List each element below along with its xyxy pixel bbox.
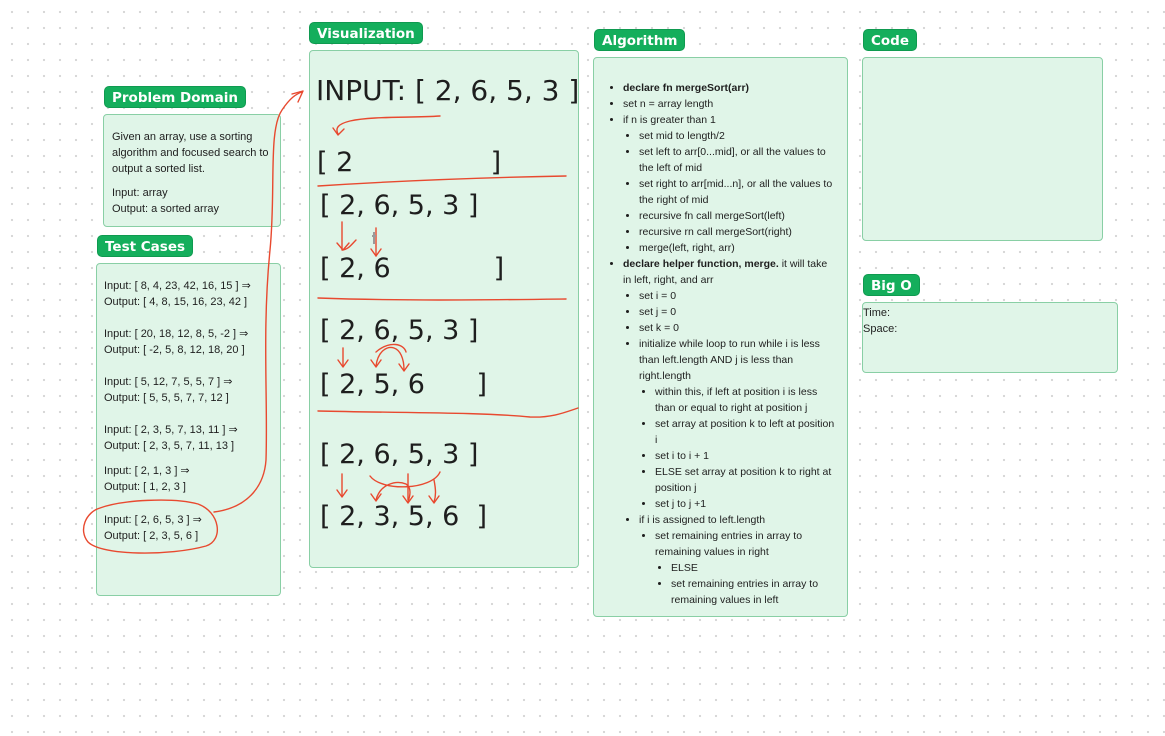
alg-if-n: • if n is greater than 1 • set mid to length/2 • set left to arr[0...mid], or all the values to the left of mid • set right to arr[mid...n], or all the values to the right of mid • recursive fn call mergeSort(left) • recursive rn call mergeSort(right) • merge(left, right, arr) xyxy=(623,112,838,256)
alg-set-mid: • set mid to length/2 xyxy=(639,128,838,144)
test-case-input: Input: [ 2, 1, 3 ] ⇒ xyxy=(104,465,190,477)
big-o-box[interactable] xyxy=(862,302,1118,373)
viz-step4-top: [ 2, 6, 5, 3 ] xyxy=(320,439,479,470)
test-case-input: Input: [ 8, 4, 23, 42, 16, 15 ] ⇒ xyxy=(104,280,251,292)
alg-set-left: • set left to arr[0...mid], or all the values to the left of mid xyxy=(639,144,838,176)
big-o-tag[interactable]: Big O xyxy=(863,274,920,296)
alg-within: • within this, if left at position i is less than or equal to right at position j xyxy=(655,384,838,416)
big-o-space: Space: xyxy=(863,323,898,335)
alg-helper: • declare helper function, merge. it will take in left, right, and arr • set i = 0 • set j = 0 • set k = 0 • initialize while loop to run while i is less than left.length AND j is less than right.length • within this, if left at position i is less than or equal to right at position j • set array at position k to left at position i • set i to i + 1 • ELSE set array at position k to right at position j • set j to j +1 • if i is assigned to left.length • set remaining entries in array to remaining values in right • ELSE • set remaining entries in array to remaining values in left xyxy=(623,256,838,608)
alg-rec-right: • recursive rn call mergeSort(right) xyxy=(639,224,838,240)
viz-step3-bottom: [ 2, 5, 6 ] xyxy=(320,369,488,400)
alg-set-j: • set j = 0 xyxy=(639,304,838,320)
alg-set-array-left: • set array at position k to left at position i xyxy=(655,416,838,448)
test-case-input: Input: [ 20, 18, 12, 8, 5, -2 ] ⇒ xyxy=(104,328,249,340)
test-cases-box[interactable] xyxy=(96,263,281,596)
code-box[interactable] xyxy=(862,57,1103,241)
alg-set-right: • set right to arr[mid...n], or all the values to the right of mid xyxy=(639,176,838,208)
problem-domain-box[interactable] xyxy=(103,114,281,227)
test-case-output: Output: [ 5, 5, 5, 7, 7, 12 ] xyxy=(104,392,229,404)
alg-merge-call: • merge(left, right, arr) xyxy=(639,240,838,256)
alg-declare-fn: • declare fn mergeSort(arr) xyxy=(623,80,838,96)
test-case-input: Input: [ 2, 3, 5, 7, 13, 11 ] ⇒ xyxy=(104,424,238,436)
alg-else-right: • ELSE set array at position k to right at position j xyxy=(655,464,838,496)
alg-remaining-left: • set remaining entries in array to remaining values in left xyxy=(671,576,838,608)
test-case-output: Output: [ 4, 8, 15, 16, 23, 42 ] xyxy=(104,296,248,308)
viz-step3-top: [ 2, 6, 5, 3 ] xyxy=(320,315,479,346)
code-tag[interactable]: Code xyxy=(863,29,917,51)
alg-if-i: • if i is assigned to left.length • set remaining entries in array to remaining values in right • ELSE • set remaining entries in array to remaining values in left xyxy=(639,512,838,608)
alg-set-k: • set k = 0 xyxy=(639,320,838,336)
test-case-item xyxy=(104,278,279,310)
test-case-item xyxy=(104,326,279,358)
visualization-tag[interactable]: Visualization xyxy=(309,22,423,44)
alg-remaining-right: • set remaining entries in array to remaining values in right • ELSE • set remaining entries in array to remaining values in left xyxy=(655,528,838,608)
alg-rec-left: • recursive fn call mergeSort(left) xyxy=(639,208,838,224)
alg-set-i: • set i = 0 xyxy=(639,288,838,304)
test-case-output: Output: [ 1, 2, 3 ] xyxy=(104,481,186,493)
viz-step2-top: [ 2, 6, 5, 3 ] xyxy=(320,190,479,221)
test-case-input: Input: [ 2, 6, 5, 3 ] ⇒ xyxy=(104,514,202,526)
algorithm-list xyxy=(608,80,838,608)
alg-set-n: • set n = array length xyxy=(623,96,838,112)
problem-domain-tag[interactable]: Problem Domain xyxy=(104,86,246,108)
alg-set-j-inc: • set j to j +1 xyxy=(655,496,838,512)
alg-else: • ELSE xyxy=(671,560,838,576)
viz-step2-bottom: [ 2, 6 ] xyxy=(320,253,505,284)
test-case-output: Output: [ 2, 3, 5, 7, 11, 13 ] xyxy=(104,440,235,452)
problem-input: Input: array xyxy=(112,187,168,199)
alg-set-i-inc: • set i to i + 1 xyxy=(655,448,838,464)
test-case-item xyxy=(104,463,279,495)
problem-output: Output: a sorted array xyxy=(112,203,219,215)
viz-input-line: INPUT: [ 2, 6, 5, 3 ] xyxy=(316,74,580,107)
problem-description: Given an array, use a sorting algorithm and focused search to output a sorted list. xyxy=(112,131,269,175)
viz-step4-bottom: [ 2, 3, 5, 6 ] xyxy=(320,501,488,532)
big-o-time: Time: xyxy=(863,307,891,319)
test-case-input: Input: [ 5, 12, 7, 5, 5, 7 ] ⇒ xyxy=(104,376,233,388)
algorithm-box[interactable] xyxy=(593,57,848,617)
alg-while-loop: • initialize while loop to run while i is less than left.length AND j is less than right.length • within this, if left at position i is less than or equal to right at position j • set array at position k to left at position i • set i to i + 1 • ELSE set array at position k to right at position j • set j to j +1 xyxy=(639,336,838,512)
test-case-item xyxy=(104,422,279,454)
visualization-box[interactable] xyxy=(309,50,579,568)
connector-arrowhead xyxy=(292,91,303,102)
viz-step1: [ 2 ] xyxy=(317,147,502,178)
test-cases-tag[interactable]: Test Cases xyxy=(97,235,193,257)
test-case-output: Output: [ 2, 3, 5, 6 ] xyxy=(104,530,199,542)
algorithm-tag[interactable]: Algorithm xyxy=(594,29,685,51)
test-case-item xyxy=(104,512,279,544)
test-case-item xyxy=(104,374,279,406)
test-case-list xyxy=(104,278,279,560)
test-case-output: Output: [ -2, 5, 8, 12, 18, 20 ] xyxy=(104,344,245,356)
